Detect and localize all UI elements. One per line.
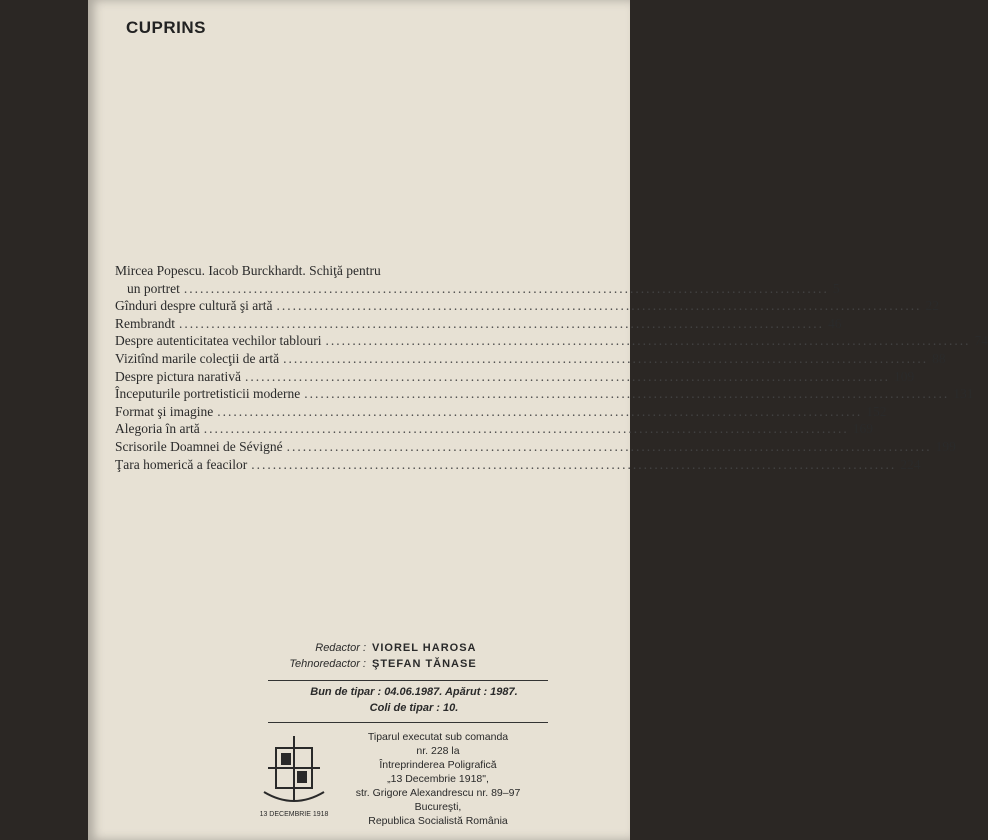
toc-line (115, 262, 602, 280)
toc-page-number: 169 (852, 421, 873, 437)
table-of-contents (115, 262, 988, 473)
toc-leader-dots: ........................................................................................................................ (217, 403, 863, 419)
toc-entry (115, 420, 873, 438)
toc-line (115, 350, 946, 368)
printer-info (338, 730, 538, 828)
toc-entry-title: Format şi imagine (115, 403, 214, 419)
toc-entry (115, 315, 842, 333)
toc-entry-title: Gînduri despre cultură şi artă (115, 298, 273, 314)
toc-page-number: 88 (932, 350, 946, 366)
toc-leader-dots: ........................................................................................................................ (286, 438, 932, 454)
printer-line: Bucureşti, (414, 801, 462, 813)
toc-entry (115, 350, 946, 368)
printer-line: Republica Socialistă România (368, 815, 508, 827)
logo-text: 13 DECEMBRIE 1918 (259, 811, 329, 818)
toc-line (115, 368, 915, 386)
printer-line: str. Grigore Alexandrescu nr. 89–97 (355, 787, 521, 799)
toc-line (115, 438, 956, 456)
toc-page-number: 5 (832, 280, 840, 296)
toc-entry-title: un portret (127, 280, 180, 296)
printer-line: nr. 228 la (416, 745, 460, 757)
toc-entry (115, 297, 939, 315)
editor-name: VIOREL HAROSA (372, 642, 477, 654)
toc-entry-title: Despre autenticitatea vechilor tablouri (115, 333, 322, 349)
printing-house-logo-icon (254, 730, 334, 820)
toc-entry-title: Alegoria în artă (115, 421, 200, 437)
toc-entry-title: Despre pictura narativă (115, 368, 241, 384)
toc-page-number: 109 (893, 368, 915, 384)
toc-entry (115, 403, 887, 421)
toc-entry (115, 262, 840, 297)
tech-editor-label: Tehnoredactor : (289, 658, 366, 670)
toc-entry-title: Mircea Popescu. Iacob Burckhardt. Schiţă pentru (115, 263, 381, 278)
print-data (278, 684, 550, 716)
print-date: Bun de tipar : 04.06.1987. Apărut : 1987. (310, 686, 518, 698)
toc-leader-dots: ........................................................................................................................ (276, 298, 922, 314)
toc-leader-dots: ........................................................................................................................ (325, 333, 971, 349)
toc-entry (115, 438, 956, 456)
toc-entry (115, 456, 921, 474)
divider-top (268, 680, 548, 681)
toc-leader-dots: ........................................................................................................................ (251, 456, 897, 472)
toc-line (115, 280, 840, 298)
printer-line: Întreprinderea Poligrafică (379, 759, 497, 771)
toc-page-number: 22 (925, 298, 939, 314)
toc-entry (115, 368, 915, 386)
toc-entry-title: Vizitînd marile colecţii de artă (115, 350, 280, 366)
toc-leader-dots: ........................................................................................................................ (304, 386, 950, 402)
toc-entry (115, 332, 988, 350)
toc-leader-dots: ........................................................................................................................ (244, 368, 890, 384)
credits (256, 640, 477, 672)
toc-leader-dots: ........................................................................................................................ (179, 315, 824, 331)
editor-row (256, 640, 477, 656)
page-title: CUPRINS (126, 18, 207, 37)
tech-editor-row (256, 656, 477, 672)
printer-line: Tiparul executat sub comanda (367, 731, 509, 743)
print-sheets: Coli de tipar : 10. (369, 702, 459, 714)
toc-leader-dots: ........................................................................................................................ (203, 421, 849, 437)
toc-page-number: 131 (953, 386, 974, 402)
toc-leader-dots: ........................................................................................................................ (283, 350, 929, 366)
toc-leader-dots: ........................................................................................................................ (183, 280, 829, 296)
toc-page-number: 152 (866, 403, 887, 419)
book-page (88, 0, 988, 840)
toc-line (115, 315, 842, 333)
toc-entry-title: Începuturile portretisticii moderne (115, 386, 301, 402)
toc-line (115, 385, 974, 403)
toc-line (115, 332, 988, 350)
divider-bottom (268, 722, 548, 723)
toc-entry-title: Scrisorile Doamnei de Sévigné (115, 438, 283, 454)
toc-line (115, 403, 887, 421)
toc-line (115, 456, 921, 474)
toc-page-number: 224 (900, 456, 921, 472)
editor-label: Redactor : (315, 642, 366, 654)
toc-page-number: 74 (974, 333, 988, 349)
printer-line: „13 Decembrie 1918", (387, 773, 489, 785)
toc-line (115, 297, 939, 315)
toc-entry (115, 385, 974, 403)
toc-entry-title: Ţara homerică a feacilor (115, 456, 248, 472)
toc-entry-title: Rembrandt (115, 315, 175, 331)
toc-page-number: 46 (828, 315, 842, 331)
tech-editor-name: ŞTEFAN TĂNASE (372, 658, 477, 670)
toc-page-number: 199 (935, 438, 956, 454)
toc-line (115, 420, 873, 438)
